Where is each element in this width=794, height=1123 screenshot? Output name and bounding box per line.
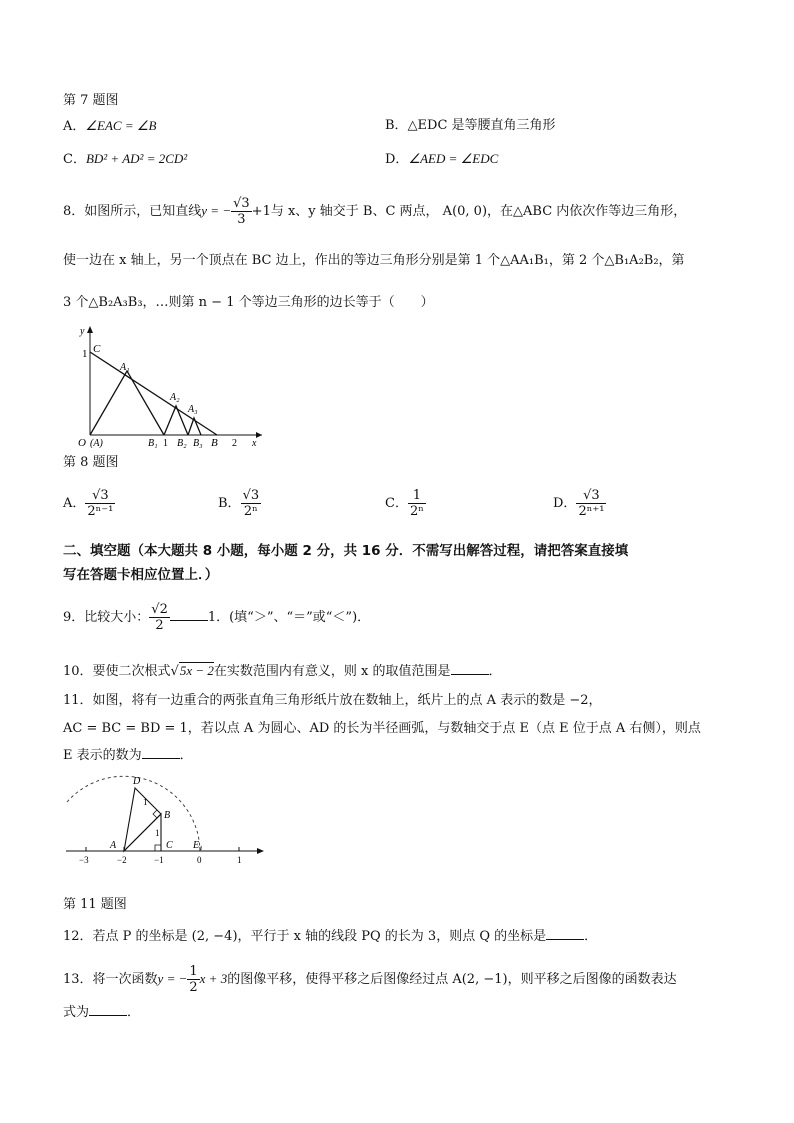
q9-answer-blank[interactable] — [170, 608, 208, 621]
q7-option-a-label: A． — [63, 119, 86, 134]
q7-option-b-text: △EDC 是等腰直角三角形 — [407, 118, 556, 133]
q9-stem-start: 9．比较大小： — [63, 610, 150, 625]
q8-label-b1: B₁ — [148, 438, 158, 448]
q8-option-d-fraction — [576, 488, 606, 519]
q13-stem-start: 13．将一次函数 — [63, 972, 158, 987]
q11-label-m1: −1 — [154, 855, 164, 865]
q11-stem-end: ． — [179, 748, 193, 763]
q11-label-one-db: 1 — [143, 797, 148, 807]
q8-label-a3: A₃ — [188, 404, 198, 415]
q10-stem-middle: 在实数范围内有意义，则 x 的取值范围是 — [213, 664, 451, 679]
q11-stem-start: E 表示的数为 — [63, 748, 142, 763]
q9-line — [63, 601, 370, 635]
q8-option-c-denominator: 2ⁿ — [409, 504, 424, 519]
q7-option-d-text: ∠AED = ∠EDC — [408, 151, 499, 166]
q7-option-c-label: C． — [63, 152, 86, 167]
q13-fraction-denominator: 2 — [189, 980, 198, 995]
q8-option-c-fraction — [408, 488, 426, 519]
q7-option-c[interactable] — [63, 150, 187, 169]
q11-label-a: A — [110, 840, 117, 851]
q8-figure — [70, 322, 270, 448]
q10-answer-blank[interactable] — [451, 662, 489, 675]
q12-answer-blank[interactable] — [546, 927, 584, 940]
q8-label-b2: B₂ — [177, 438, 187, 448]
q13-equation-rhs: x + 3 — [199, 971, 228, 986]
q9-stem-end: 1．(填“＞”、“＝”或“＜”)． — [207, 610, 371, 625]
q11-line-3 — [63, 746, 193, 765]
q8-y-axis-arrow — [87, 326, 93, 333]
q11-label-zero: 0 — [197, 855, 202, 865]
q8-label-a-origin: (A) — [90, 438, 103, 448]
q8-label-two-x: 2 — [232, 438, 237, 448]
q13-equation-lhs: y = − — [157, 971, 188, 986]
q8-option-d-denominator: 2ⁿ⁺¹ — [578, 504, 605, 519]
q10-stem-start: 10．要使二次根式 — [63, 664, 171, 679]
q11-figure-caption: 第 11 题图 — [63, 897, 127, 912]
q13-line-2 — [63, 1003, 140, 1022]
section-2-heading-line-1: 二、填空题（本大题共 8 小题，每小题 2 分，共 16 分．不需写出解答过程，请把答案直接填 — [63, 543, 629, 559]
q11-label-b: B — [164, 810, 171, 821]
q7-option-a-text: ∠EAC = ∠B — [85, 118, 157, 133]
q8-triangle-3 — [188, 418, 201, 435]
q8-stem-start: 8．如图所示，已知直线 — [63, 204, 202, 219]
q8-label-a2: A₂ — [170, 392, 180, 403]
q7-option-d[interactable] — [385, 150, 498, 169]
q8-line-3: 3 个△B₂A₃B₃，…则第 n − 1 个等边三角形的边长等于（ ） — [63, 295, 434, 310]
q8-option-b-fraction — [241, 488, 262, 519]
q12-stem-end: ． — [584, 929, 598, 944]
q8-option-a-denominator: 2ⁿ⁻¹ — [87, 504, 114, 519]
q11-label-m2: −2 — [117, 855, 127, 865]
q8-option-b-numerator: √3 — [242, 488, 260, 503]
q8-option-c-numerator: 1 — [408, 488, 426, 504]
q13-stem-end: 的图像平移，使得平移之后图像经过点 A(2, −1)，则平移之后图像的函数表达 — [227, 972, 677, 987]
q8-x-axis-arrow — [256, 432, 262, 438]
q10-line — [63, 662, 502, 681]
q11-right-angle-c — [155, 845, 161, 851]
q8-label-one-x: 1 — [163, 438, 168, 448]
q11-answer-blank[interactable] — [142, 746, 180, 759]
q13-fraction-numerator: 1 — [189, 964, 198, 979]
q8-option-b[interactable] — [218, 487, 261, 521]
q8-label-y: y — [80, 326, 85, 337]
q8-option-a-fraction — [85, 488, 115, 519]
q11-line-2: AC = BC = BD = 1，若以点 A 为圆心、AD 的长为半径画弧，与数轴交于点 E（点 E 位于点 A 右侧），则点 — [63, 721, 701, 736]
q8-label-b: B — [211, 437, 218, 448]
q11-number-line-arrow — [257, 848, 264, 854]
q8-option-a[interactable] — [63, 487, 115, 521]
q8-stem-end: 与 x、y 轴交于 B、C 两点， A(0, 0)，在△ABC 内依次作等边三角形， — [270, 204, 687, 219]
q7-option-d-label: D． — [385, 152, 409, 167]
q13-line-2-start: 式为 — [63, 1005, 90, 1020]
q11-line-1: 11．如图，将有一边重合的两张直角三角形纸片放在数轴上，纸片上的点 A 表示的数是 −2， — [63, 693, 602, 708]
q13-fraction — [187, 964, 199, 995]
q8-label-x: x — [252, 438, 257, 448]
q8-line-bc — [90, 352, 217, 435]
q8-label-c: C — [93, 343, 101, 355]
q7-option-b-label: B． — [385, 118, 408, 133]
q8-option-c-label: C． — [385, 496, 408, 511]
q8-option-d-numerator: √3 — [576, 488, 606, 504]
q11-right-angle-b — [153, 810, 157, 818]
q11-arc — [67, 776, 200, 851]
q8-option-a-label: A． — [63, 496, 86, 511]
q11-label-c: C — [166, 840, 173, 851]
q8-equation-fraction — [231, 196, 252, 227]
q8-equation-rhs: +1 — [251, 204, 271, 219]
q11-label-e: E₁ — [193, 840, 203, 851]
q9-fraction-denominator: 2 — [155, 618, 164, 633]
q8-option-a-numerator: √3 — [85, 488, 115, 504]
q11-label-one-bc: 1 — [155, 828, 160, 838]
q7-figure-caption: 第 7 题图 — [63, 93, 119, 108]
q9-fraction-numerator: √2 — [151, 602, 168, 617]
q10-radicand: 5x − 2 — [179, 663, 214, 678]
q8-triangle-2 — [164, 406, 188, 435]
q11-label-p1: 1 — [237, 855, 242, 865]
q8-option-b-label: B． — [218, 496, 241, 511]
q7-option-a[interactable] — [63, 117, 156, 136]
q8-equation-lhs: y = − — [201, 203, 232, 218]
q12-stem-start: 12．若点 P 的坐标是 (2, −4)，平行于 x 轴的线段 PQ 的长为 3，则点 Q 的坐标是 — [63, 929, 547, 944]
q8-option-d-label: D． — [553, 496, 577, 511]
q8-label-a1: A₁ — [120, 362, 130, 373]
q8-triangle-1 — [90, 371, 164, 435]
q8-label-b3: B₃ — [193, 438, 203, 448]
q7-option-c-text: BD² + AD² = 2CD² — [85, 151, 188, 166]
q8-fraction-denominator: 3 — [237, 212, 246, 227]
q8-fraction-numerator: √3 — [233, 196, 250, 211]
q8-figure-caption: 第 8 题图 — [63, 455, 119, 470]
q11-figure — [62, 772, 272, 878]
q8-label-one-y: 1 — [82, 348, 88, 360]
q8-line-1 — [63, 194, 686, 229]
q8-label-o: O — [78, 437, 86, 448]
q8-option-c[interactable] — [385, 487, 426, 521]
q13-line-2-end: ． — [127, 1005, 141, 1020]
q12-line — [63, 927, 597, 946]
q11-label-d: D — [133, 776, 141, 787]
q11-label-m3: −3 — [79, 855, 89, 865]
q8-line-2: 使一边在 x 轴上，另一个顶点在 BC 边上，作出的等边三角形分别是第 1 个△AA₁B₁，第 2 个△B₁A₂B₂，第 — [63, 253, 685, 268]
q10-stem-end: ． — [488, 664, 502, 679]
q9-fraction — [149, 602, 170, 633]
q7-option-b[interactable] — [385, 117, 556, 135]
q13-line-1 — [63, 962, 677, 997]
q13-answer-blank[interactable] — [89, 1003, 127, 1016]
section-2-heading-line-2: 写在答题卡相应位置上．） — [63, 567, 219, 583]
q8-option-b-denominator: 2ⁿ — [243, 504, 258, 519]
q10-radical: √5x − 2 — [170, 663, 214, 679]
q8-option-d[interactable] — [553, 487, 606, 521]
